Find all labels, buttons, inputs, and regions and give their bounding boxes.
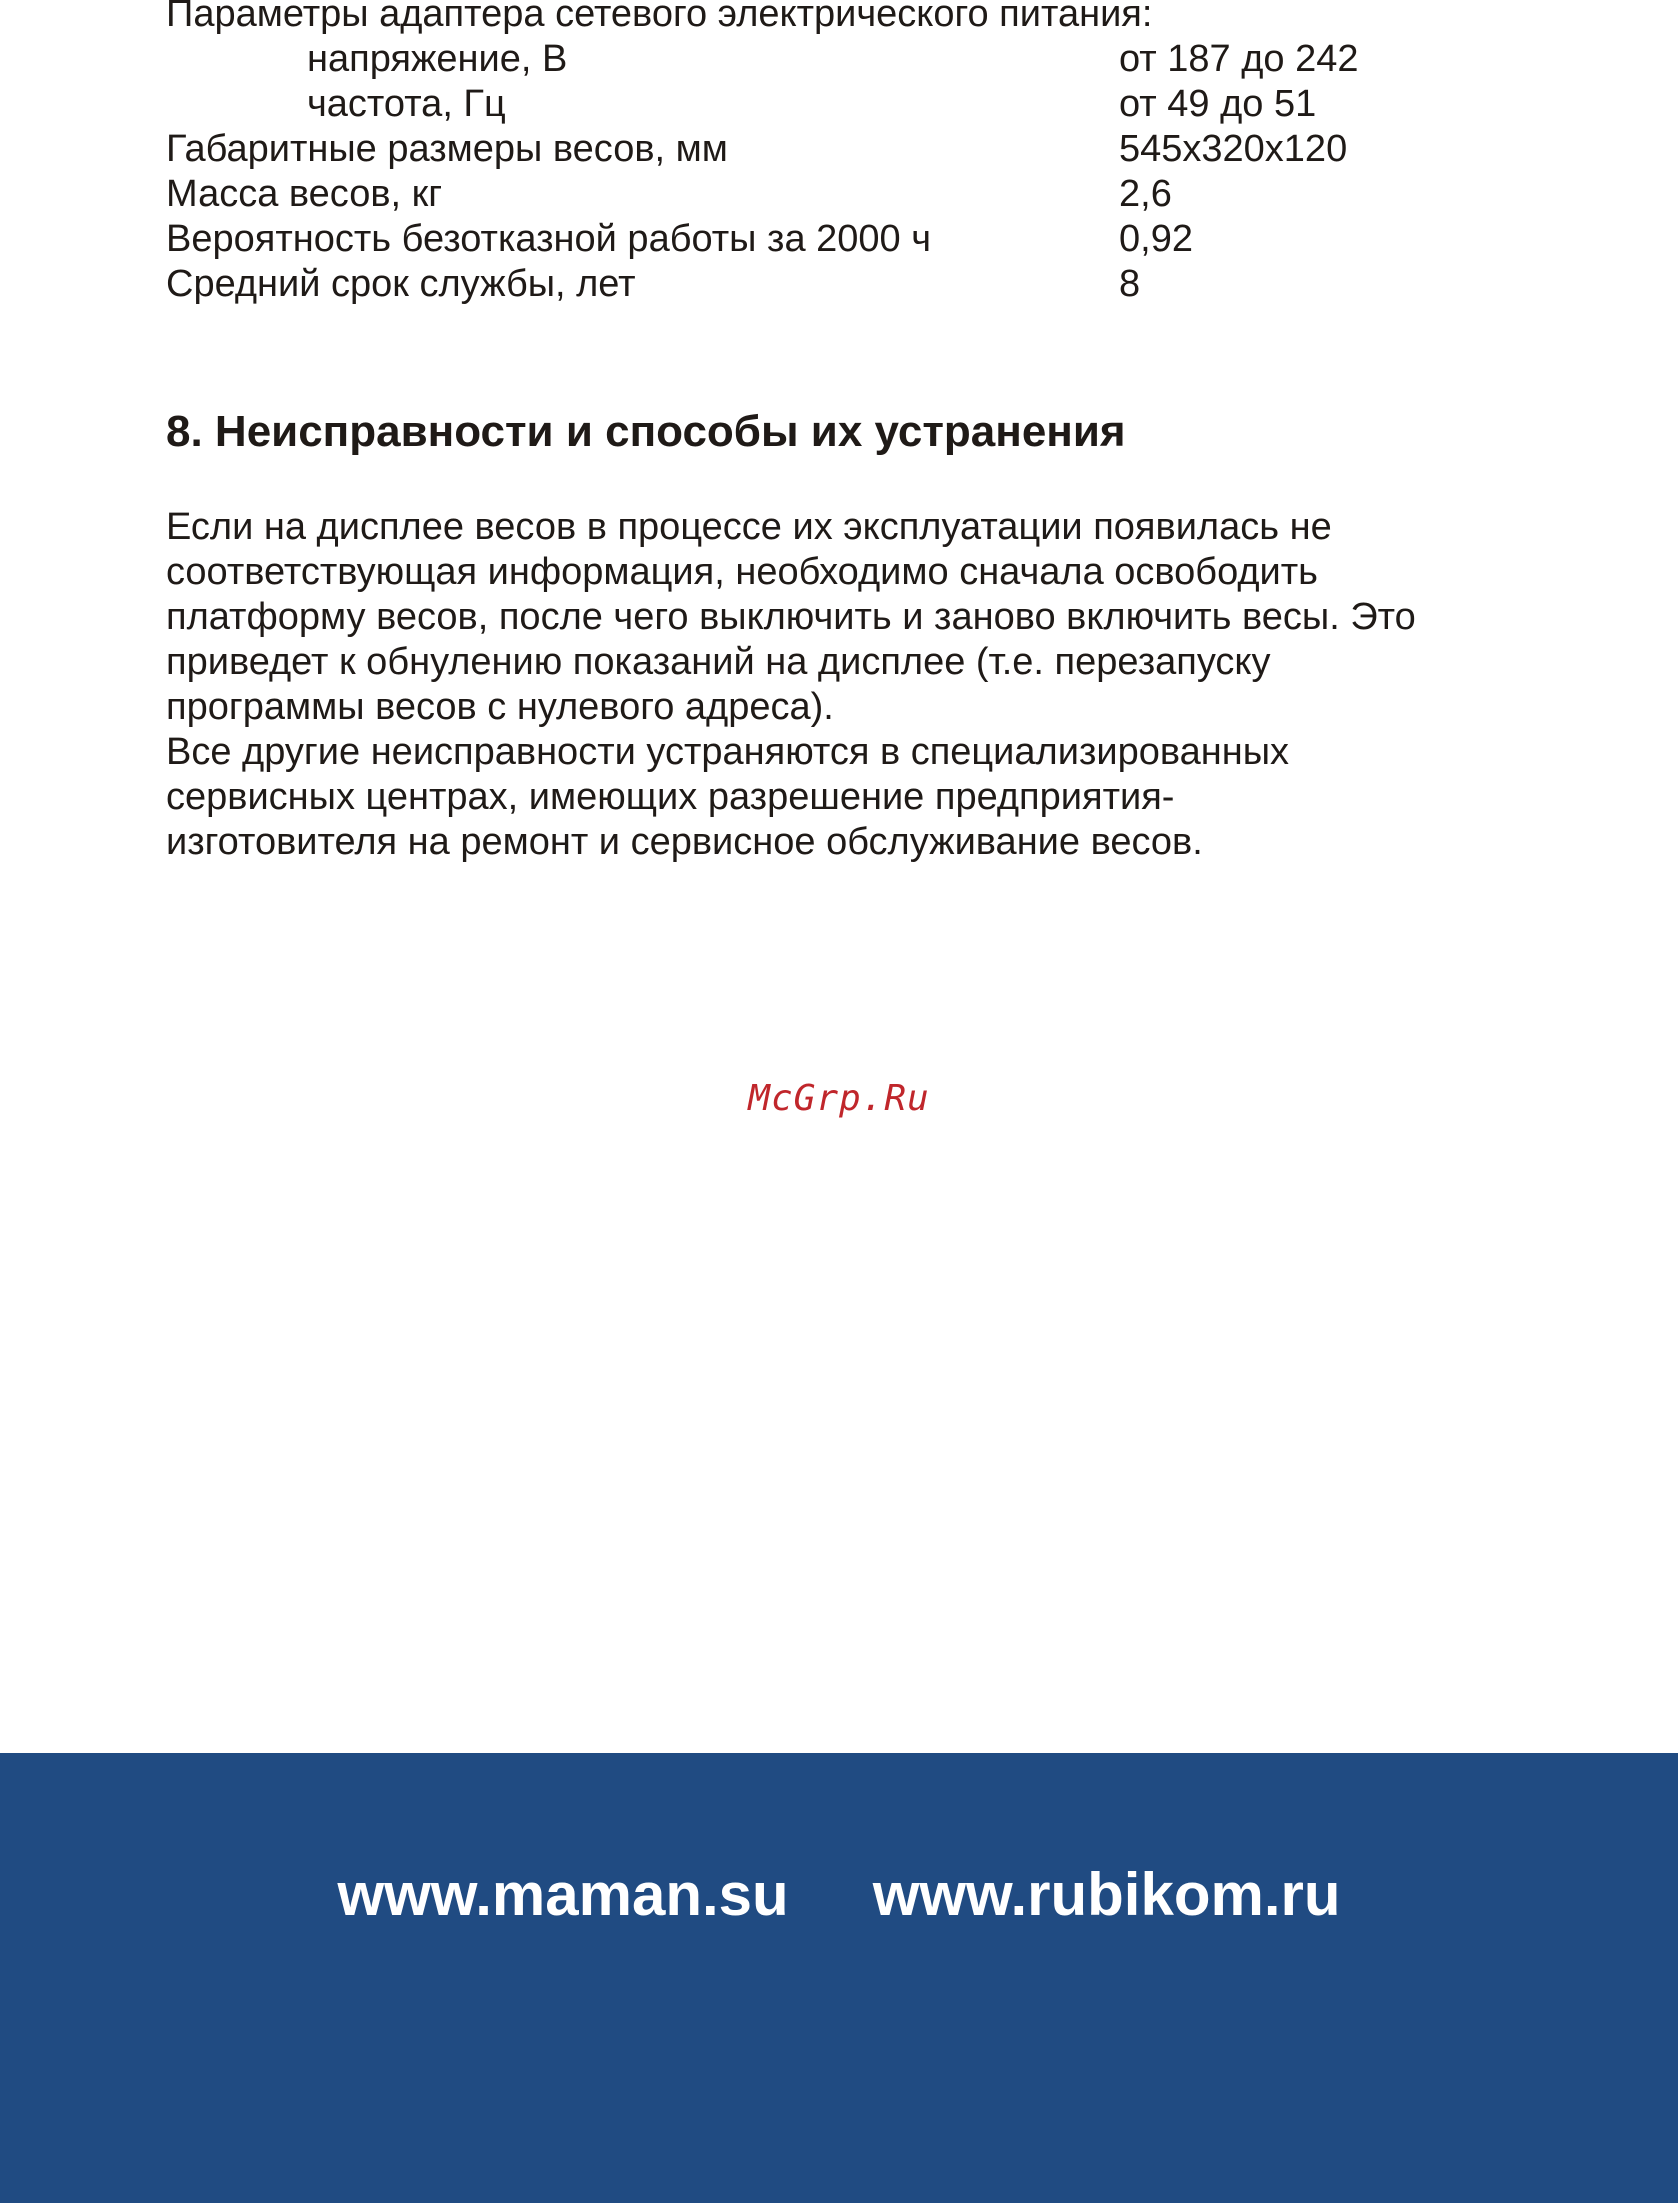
spec-label-reliability: Вероятность безотказной работы за 2000 ч [166, 218, 932, 260]
spec-row-dimensions [166, 127, 1566, 172]
paragraph-service-centers [166, 730, 1566, 865]
spec-row-service-life [166, 262, 1566, 307]
spec-value-dimensions: 545x320x120 [1119, 128, 1348, 170]
paragraph-line: программы весов с нулевого адреса). [166, 686, 834, 728]
spec-label-mass: Масса весов, кг [166, 173, 443, 215]
spec-value-mass: 2,6 [1119, 173, 1172, 215]
spec-value-voltage: от 187 до 242 [1119, 38, 1359, 80]
footer-link-rubikom[interactable]: www.rubikom.ru [872, 1861, 1341, 1928]
spec-label-dimensions: Габаритные размеры весов, мм [166, 128, 728, 170]
spec-adapter-heading: Параметры адаптера сетевого электрического питания: [166, 0, 1153, 35]
spec-value-frequency: от 49 до 51 [1119, 83, 1317, 125]
spec-row-frequency [166, 82, 1566, 127]
spec-value-service-life: 8 [1119, 263, 1141, 305]
paragraph-troubleshooting [166, 505, 1566, 730]
spec-row-adapter-heading [166, 0, 1566, 37]
paragraph-line: сервисных центрах, имеющих разрешение предприятия- [166, 776, 1175, 818]
section-body [166, 505, 1566, 865]
specifications-list [166, 0, 1566, 307]
spec-value-reliability: 0,92 [1119, 218, 1193, 260]
spec-row-mass [166, 172, 1566, 217]
paragraph-line: приведет к обнулению показаний на дисплее (т.е. перезапуску [166, 641, 1271, 683]
paragraph-line: соответствующая информация, необходимо сначала освободить [166, 551, 1318, 593]
spec-row-voltage [166, 37, 1566, 82]
paragraph-line: Если на дисплее весов в процессе их эксплуатации появилась не [166, 506, 1332, 548]
spec-label-frequency: частота, Гц [307, 83, 506, 125]
spec-label-service-life: Средний срок службы, лет [166, 263, 636, 305]
footer-banner [0, 1753, 1678, 2203]
spec-label-voltage: напряжение, В [307, 38, 568, 80]
watermark: McGrp.Ru [748, 1078, 930, 1119]
section-title: 8. Неисправности и способы их устранения [166, 407, 1126, 456]
paragraph-line: Все другие неисправности устраняются в специализированных [166, 731, 1290, 773]
paragraph-line: платформу весов, после чего выключить и заново включить весы. Это [166, 596, 1416, 638]
spec-row-reliability [166, 217, 1566, 262]
footer-link-maman[interactable]: www.maman.su [337, 1861, 789, 1928]
footer-links [0, 1860, 1678, 1929]
paragraph-line: изготовителя на ремонт и сервисное обслуживание весов. [166, 821, 1203, 863]
